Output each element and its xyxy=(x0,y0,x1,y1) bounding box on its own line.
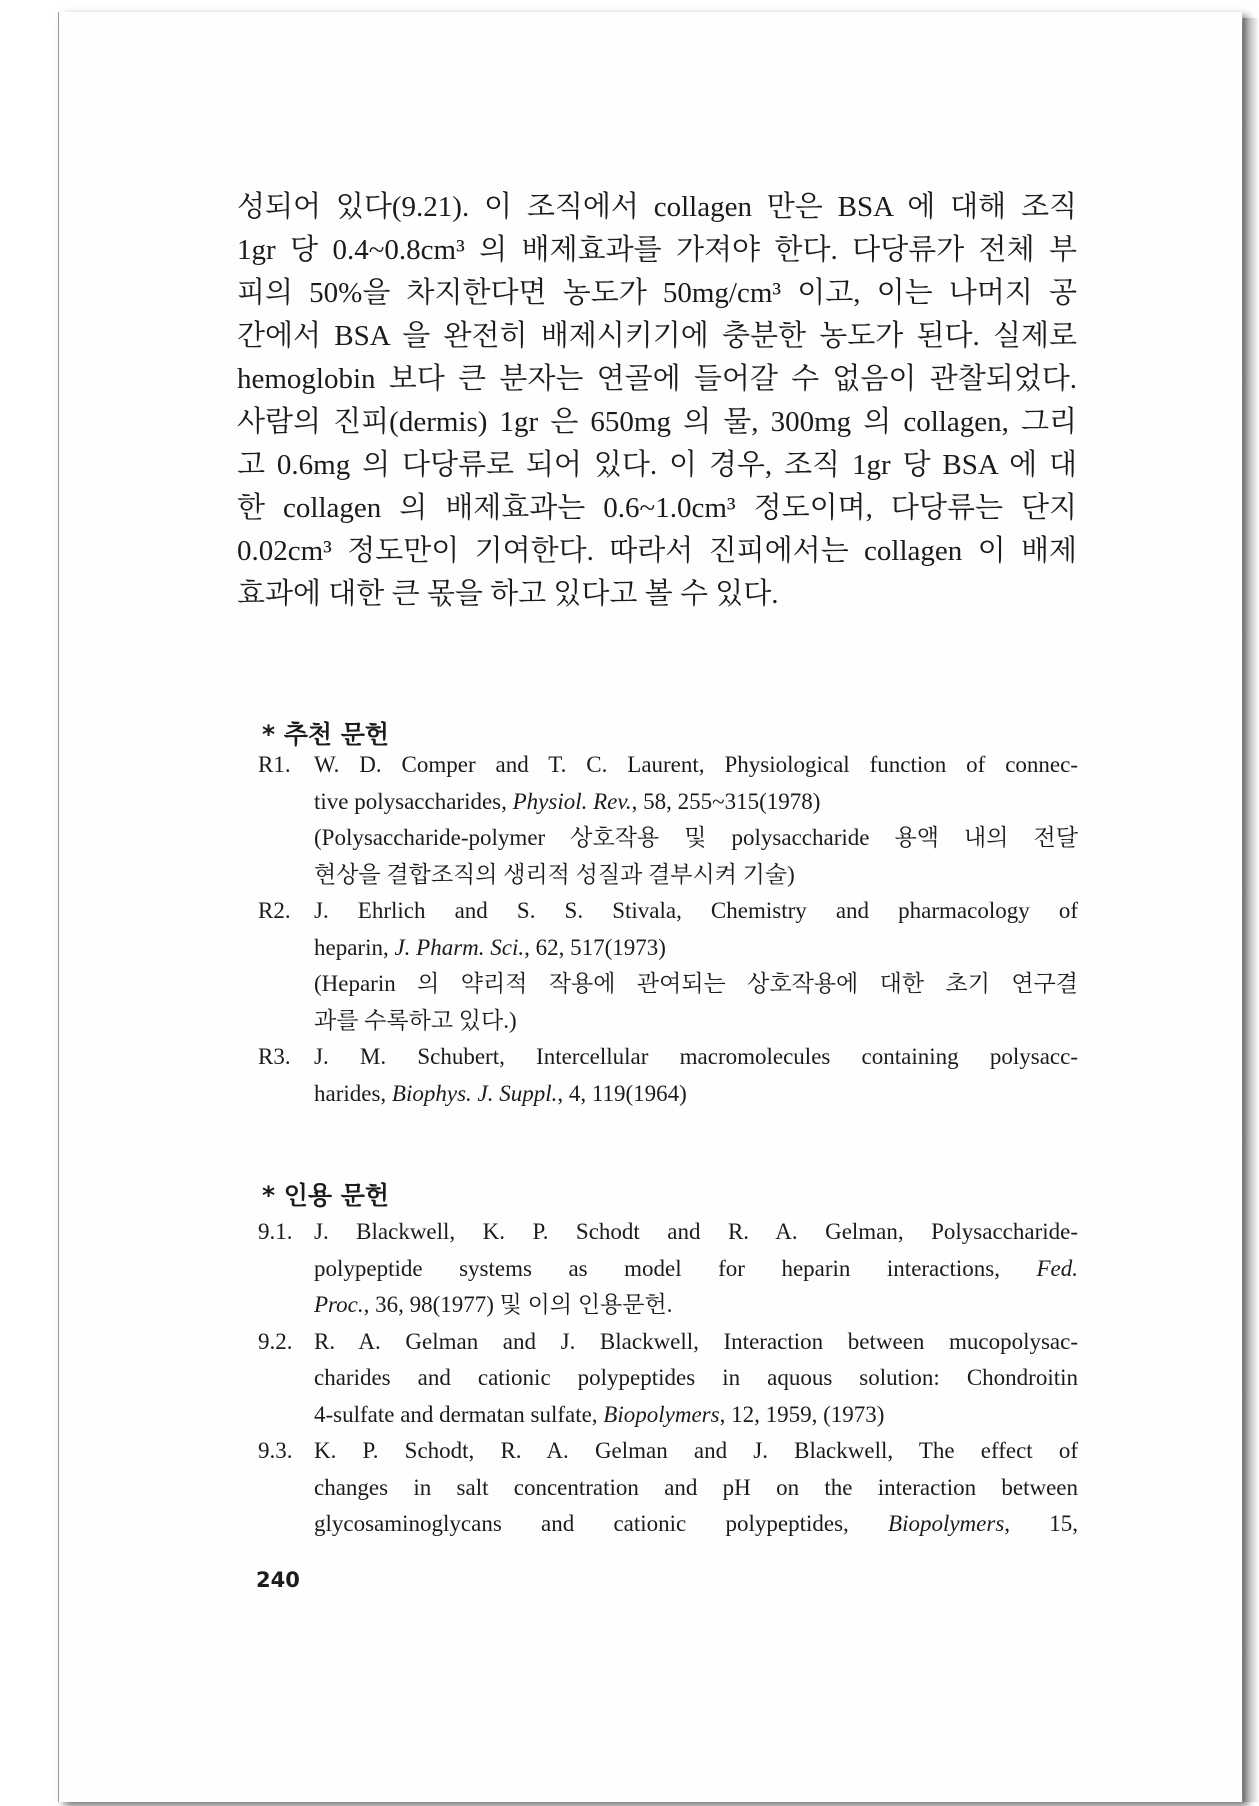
reference-entry xyxy=(258,1433,1078,1543)
reference-line: glycosaminoglycans and cationic polypeptides, Biopolymers, 15, xyxy=(314,1511,1079,1536)
reference-line: tive polysaccharides, Physiol. Rev., 58, 255~315(1978) xyxy=(314,788,821,814)
page-edge-shadow xyxy=(1243,18,1259,1802)
reference-number: R3. xyxy=(258,1044,291,1069)
reference-number: 9.3. xyxy=(258,1438,293,1463)
body-line: 효과에 대한 큰 몫을 하고 있다고 볼 수 있다. xyxy=(237,578,779,610)
body-line: 피의 50%을 차지한다면 농도가 50mg/cm³ 이고, 이는 나머지 공 xyxy=(237,277,1077,309)
reference-line: 과를 수록하고 있다.) xyxy=(314,1007,517,1033)
reference-line: polypeptide systems as model for heparin interactions, Fed. xyxy=(314,1255,1078,1281)
reference-entry xyxy=(258,893,1078,1039)
reference-line: changes in salt concentration and pH on the interaction between xyxy=(314,1474,1078,1500)
body-paragraph xyxy=(237,186,1077,616)
body-line: hemoglobin 보다 큰 분자는 연골에 들어갈 수 없음이 관찰되었다. xyxy=(237,363,1077,395)
reference-number: R2. xyxy=(258,898,291,923)
reference-line: W. D. Comper and T. C. Laurent, Physiological function of connec- xyxy=(314,752,1078,777)
reference-entry xyxy=(258,1324,1078,1434)
body-line: 간에서 BSA 을 완전히 배제시키기에 충분한 농도가 된다. 실제로 xyxy=(237,320,1077,352)
body-line: 고 0.6mg 의 다당류로 되어 있다. 이 경우, 조직 1gr 당 BSA 에 대 xyxy=(237,449,1077,481)
body-line: 사람의 진피(dermis) 1gr 은 650mg 의 물, 300mg 의 collagen, 그리 xyxy=(237,406,1077,438)
reference-number: R1. xyxy=(258,752,291,777)
body-line: 한 collagen 의 배제효과는 0.6~1.0cm³ 정도이며, 다당류는 단지 xyxy=(237,492,1077,524)
reference-line: K. P. Schodt, R. A. Gelman and J. Blackwell, The effect of xyxy=(314,1438,1078,1463)
reference-line: harides, Biophys. J. Suppl., 4, 119(1964) xyxy=(314,1080,687,1106)
reference-line: 현상을 결합조직의 생리적 성질과 결부시켜 기술) xyxy=(314,861,795,887)
reference-line: charides and cationic polypeptides in aquous solution: Chondroitin xyxy=(314,1365,1078,1390)
reference-entry xyxy=(258,1214,1078,1324)
reference-line: 4-sulfate and dermatan sulfate, Biopolymers, 12, 1959, (1973) xyxy=(314,1401,885,1427)
reference-line: J. Ehrlich and S. S. Stivala, Chemistry and pharmacology of xyxy=(314,898,1078,923)
reference-line: R. A. Gelman and J. Blackwell, Interaction between mucopolysac- xyxy=(314,1328,1078,1354)
body-line: 0.02cm³ 정도만이 기여한다. 따라서 진피에서는 collagen 이 배제 xyxy=(237,535,1077,567)
recommended-references-heading: * 추천 문헌 xyxy=(262,720,390,749)
cited-references-list xyxy=(258,1214,1078,1543)
cited-references-heading: * 인용 문헌 xyxy=(262,1181,390,1210)
reference-line: J. Blackwell, K. P. Schodt and R. A. Gelman, Polysaccharide- xyxy=(314,1219,1078,1244)
reference-line: (Heparin 의 약리적 작용에 관여되는 상호작용에 대한 초기 연구결 xyxy=(314,971,1078,996)
reference-line: (Polysaccharide-polymer 상호작용 및 polysaccharide 용액 내의 전달 xyxy=(314,825,1078,850)
reference-number: 9.2. xyxy=(258,1328,293,1354)
reference-number: 9.1. xyxy=(258,1219,293,1244)
reference-entry xyxy=(258,1039,1078,1112)
recommended-references-list xyxy=(258,747,1078,1112)
body-line: 1gr 당 0.4~0.8cm³ 의 배제효과를 가져야 한다. 다당류가 전체 부 xyxy=(237,234,1077,266)
reference-line: heparin, J. Pharm. Sci., 62, 517(1973) xyxy=(314,934,666,960)
reference-entry xyxy=(258,747,1078,893)
body-line: 성되어 있다(9.21). 이 조직에서 collagen 만은 BSA 에 대해 조직 xyxy=(237,191,1077,223)
page-number: 240 xyxy=(256,1568,300,1592)
reference-line: Proc., 36, 98(1977) 및 이의 인용문헌. xyxy=(314,1292,673,1317)
reference-line: J. M. Schubert, Intercellular macromolecules containing polysacc- xyxy=(314,1044,1078,1069)
